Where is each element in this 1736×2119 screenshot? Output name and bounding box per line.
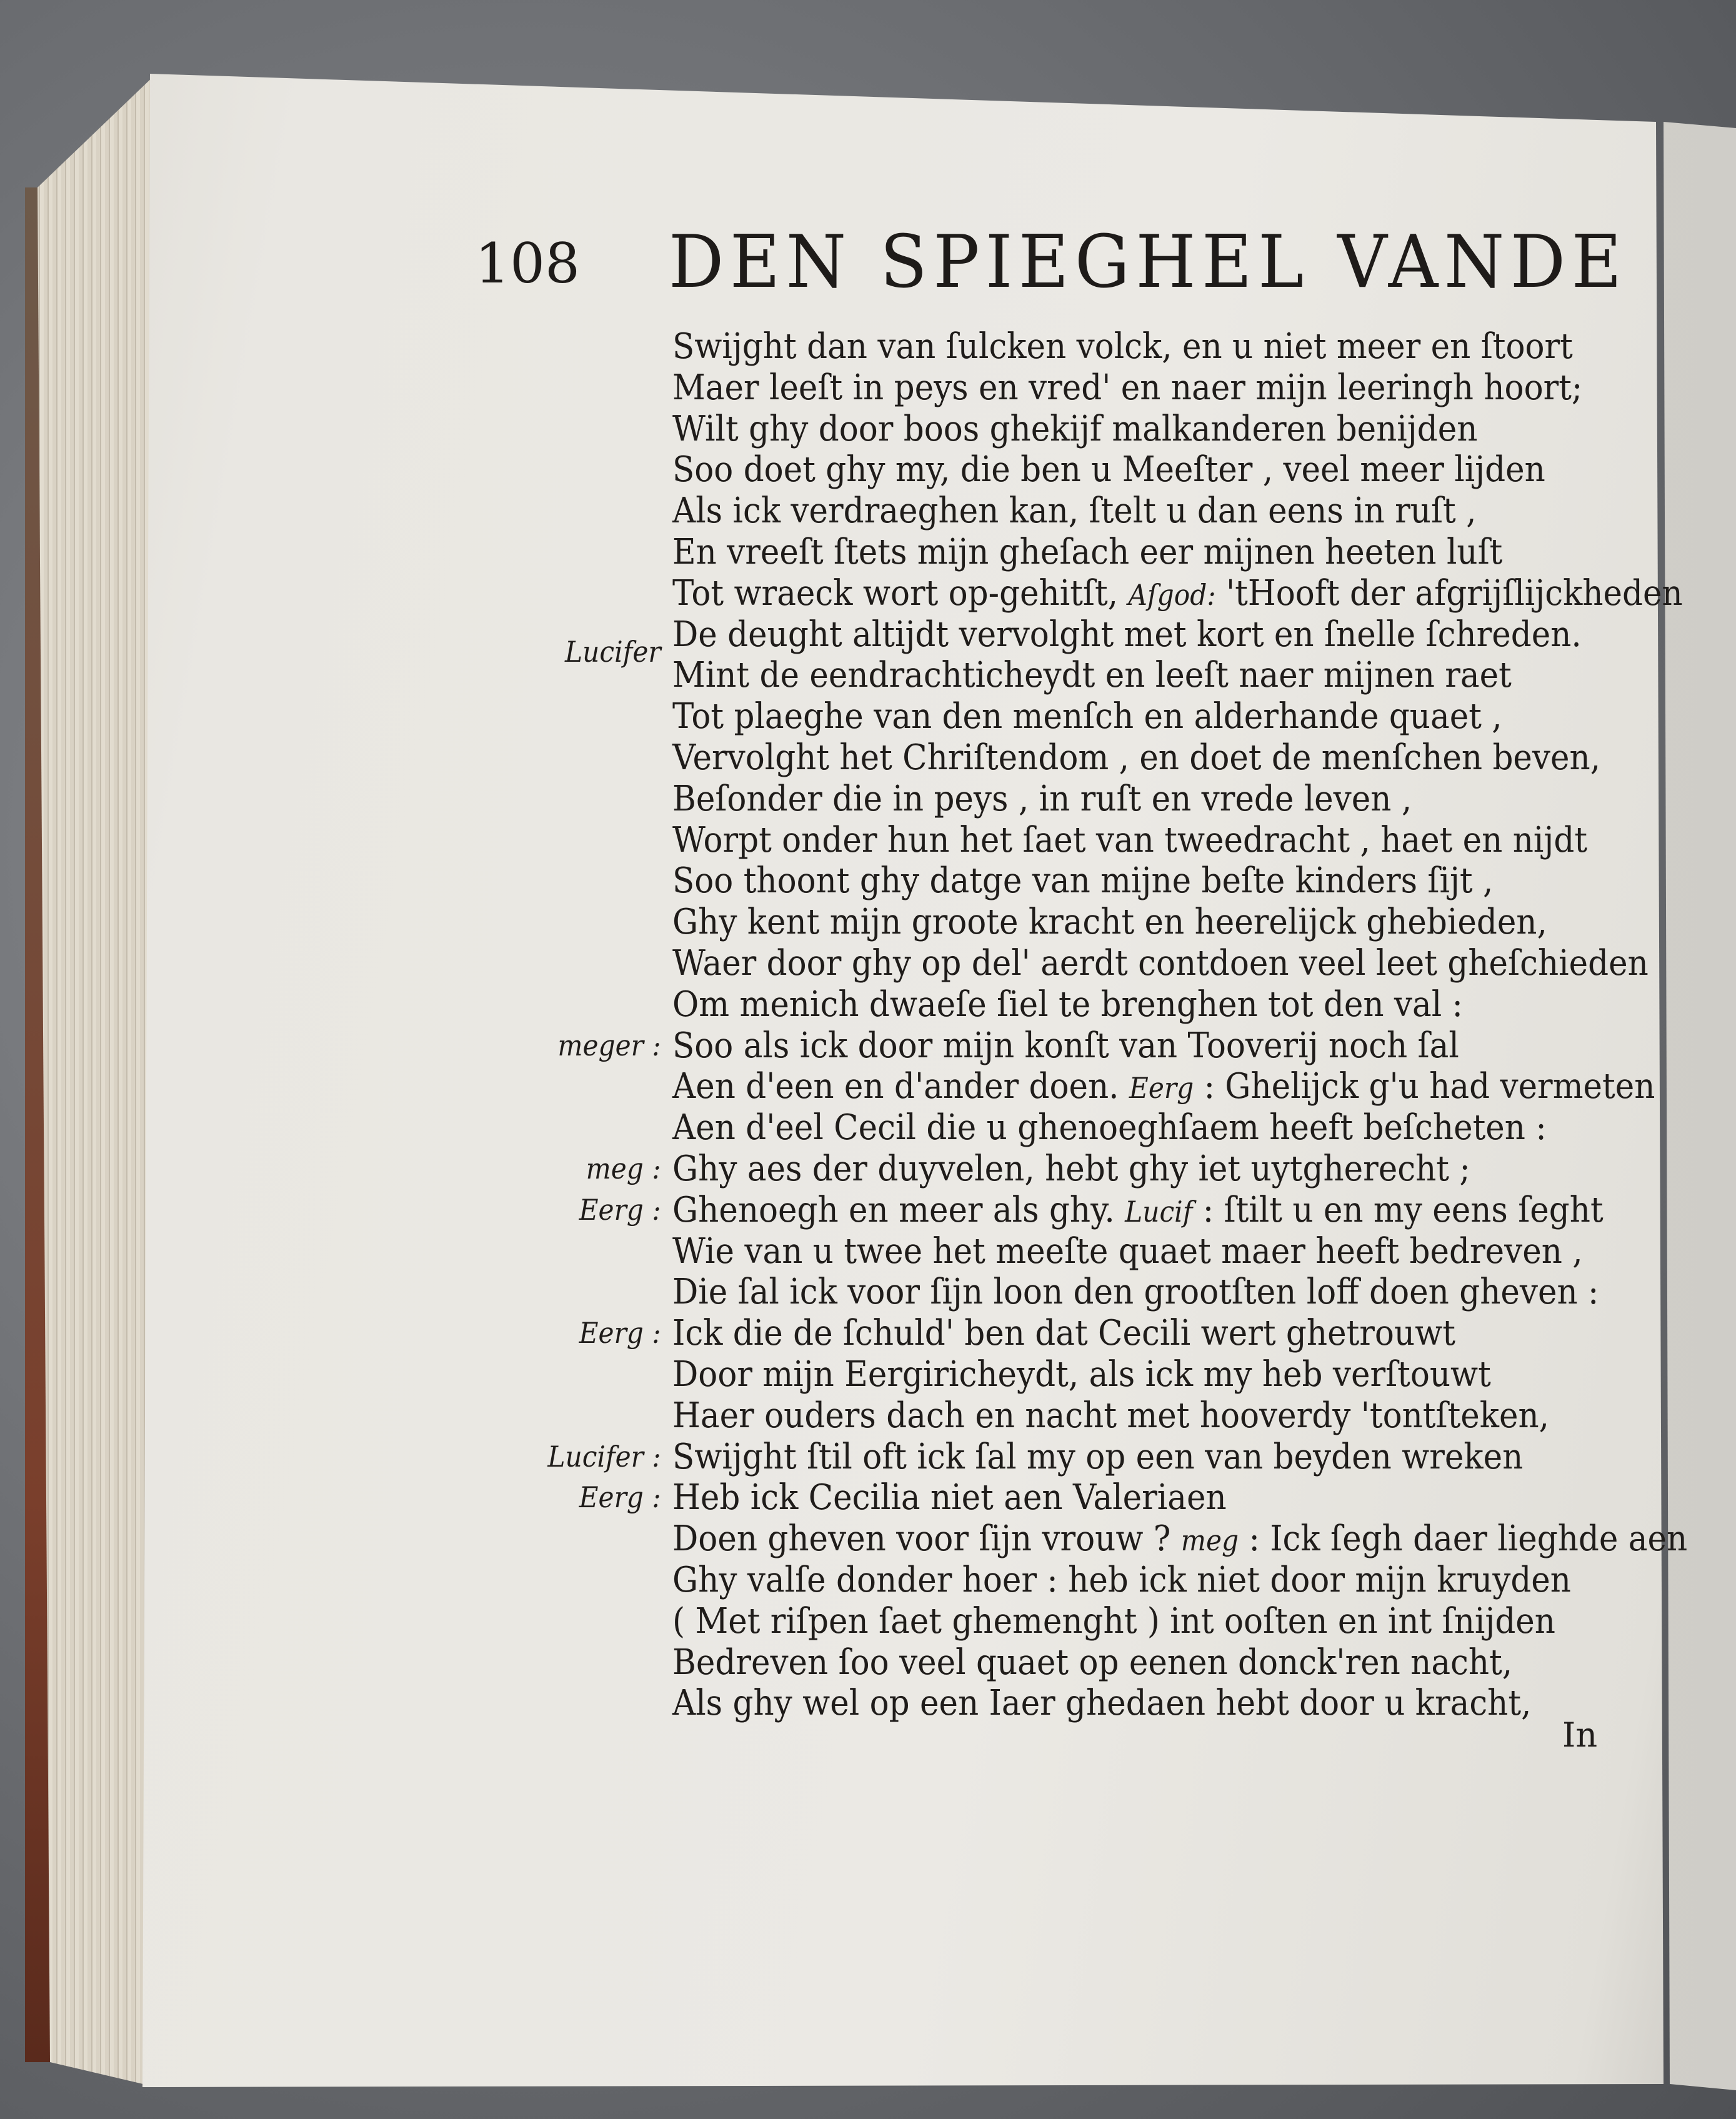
verse-line: [579, 1189, 1604, 1231]
verse-line: [672, 1683, 1592, 1724]
verse-line: [672, 1107, 1592, 1149]
verse-text-segment: Aen d'een en d'ander doen.: [672, 1066, 1129, 1107]
verse-text-segment: Swijght dan van ſulcken volck, en u niet meer en ſtoort: [672, 326, 1573, 367]
verse-text-segment: 'tHooft der afgrijſlijckheden: [1215, 572, 1683, 614]
verse-line: [672, 491, 1592, 532]
verse-text-segment: Worpt onder hun het ſaet van tweedracht , haet en nijdt: [672, 819, 1588, 860]
verse-line: [579, 1477, 1592, 1518]
inline-speaker: Lucif: [1125, 1194, 1193, 1229]
verse-line: [672, 1560, 1592, 1601]
verse-line: [672, 532, 1592, 573]
verse-text-segment: Ick die de ſchuld' ben dat Cecili wert ghetrouwt: [672, 1313, 1455, 1354]
verse-line: [672, 449, 1592, 491]
verse-text-segment: De deught altijdt vervolght met kort en ſnelle ſchreden.: [672, 614, 1582, 655]
verse-text-segment: Als ghy wel op een Iaer ghedaen hebt door u kracht,: [672, 1683, 1532, 1724]
verse-line: [672, 1601, 1592, 1642]
verse-line: [672, 1518, 1688, 1560]
verse-line: [672, 737, 1601, 779]
verse-text-segment: Beſonder die in peys , in ruſt en vrede leven ,: [672, 778, 1412, 819]
verse-line: [672, 409, 1592, 450]
speaker-label: Eerg :: [579, 1192, 661, 1227]
running-title: DEN SPIEGHEL VANDE: [669, 220, 1628, 304]
verse-line: [586, 1148, 1592, 1190]
verse-line: [672, 1642, 1592, 1683]
speaker-label: Lucifer: [565, 634, 661, 669]
verse-line: [672, 820, 1592, 861]
verse-line: [672, 655, 1592, 696]
verse-line: [672, 1354, 1592, 1395]
verse-text: [547, 326, 1688, 1724]
verse-text-segment: ( Met riſpen ſaet ghemenght ) int ooſten en int ſnijden: [672, 1600, 1555, 1642]
verse-text-segment: Als ick verdraeghen kan, ſtelt u dan eens in ruſt ,: [672, 491, 1477, 532]
verse-line: [672, 1395, 1592, 1437]
page-number: 108: [475, 231, 580, 296]
inline-speaker: Eerg: [1129, 1071, 1194, 1105]
verse-text-segment: Haer ouders dach en nacht met hooverdy 'tontſteken,: [672, 1395, 1550, 1436]
verse-text-segment: Ghy aes der duyvelen, hebt ghy iet uytgherecht ;: [672, 1148, 1470, 1189]
verse-text-segment: Soo thoont ghy datge van mijne beſte kinders ſijt ,: [672, 860, 1494, 902]
speaker-label: Eerg :: [579, 1316, 661, 1350]
verse-text-segment: Aen d'eel Cecil die u ghenoeghſaem heeft beſcheten :: [672, 1107, 1547, 1149]
verse-text-segment: Bedreven ſoo veel quaet op eenen donck'ren nacht,: [672, 1642, 1513, 1683]
verse-text-segment: : Ick ſegh daer lieghde aen: [1239, 1518, 1688, 1560]
verse-text-segment: Waer door ghy op del' aerdt contdoen veel leet gheſchieden: [672, 942, 1649, 984]
verse-line: [672, 326, 1592, 367]
verse-text-segment: Ghenoegh en meer als ghy.: [672, 1189, 1125, 1230]
verse-text-segment: Swijght ſtil oft ick ſal my op een van beyden wreken: [672, 1436, 1524, 1477]
verse-line: [547, 1436, 1592, 1478]
speaker-label: Eerg :: [579, 1480, 661, 1515]
verse-line: [672, 1066, 1655, 1107]
verse-line: [672, 1231, 1592, 1272]
verse-text-segment: Wie van u twee het meeſte quaet maer heeft bedreven ,: [672, 1230, 1583, 1272]
verse-line: [672, 367, 1592, 409]
verse-line: [565, 614, 1592, 669]
verse-text-segment: Door mijn Eergiricheydt, als ick my heb verſtouwt: [672, 1354, 1491, 1395]
verse-text-segment: : Ghelijck g'u had vermeten: [1194, 1066, 1655, 1107]
verse-text-segment: En vreeſt ſtets mijn gheſach eer mijnen heeten luſt: [672, 531, 1503, 572]
speaker-label: Lucifer :: [547, 1439, 661, 1473]
verse-line: [579, 1313, 1592, 1354]
speaker-label: meg :: [586, 1151, 661, 1185]
inline-speaker: Aſgod:: [1128, 577, 1216, 612]
verse-text-segment: Doen gheven voor ſijn vrouw ?: [672, 1518, 1181, 1560]
speaker-label: meger :: [557, 1028, 661, 1062]
verse-line: [557, 1025, 1592, 1067]
verse-line: [672, 860, 1592, 902]
verse-text-segment: Die ſal ick voor ſijn loon den grootſten loff doen gheven :: [672, 1272, 1599, 1313]
verse-line: [672, 902, 1592, 943]
verse-line: [672, 1272, 1599, 1313]
verse-text-segment: Om menich dwaeſe ſiel te brenghen tot den val :: [672, 984, 1463, 1025]
verse-text-segment: Soo doet ghy my, die ben u Meeſter , veel meer lijden: [672, 449, 1545, 491]
verse-text-segment: Mint de eendrachticheydt en leeſt naer mijnen raet: [672, 655, 1512, 696]
verse-text-segment: Soo als ick door mijn konſt van Tooverij noch ſal: [672, 1025, 1459, 1066]
verse-line: [672, 779, 1592, 820]
verse-line: [672, 696, 1592, 737]
verse-text-segment: Vervolght het Chriſtendom , en doet de menſchen beven,: [672, 737, 1601, 778]
verse-line: [672, 572, 1683, 614]
verse-text-segment: Wilt ghy door boos ghekijf malkanderen benijden: [672, 408, 1478, 449]
catchword: In: [1562, 1715, 1598, 1755]
verse-text-segment: Ghy kent mijn groote kracht en heerelijck ghebieden,: [672, 902, 1547, 943]
inline-speaker: meg: [1180, 1523, 1239, 1558]
verse-text-segment: Tot wraeck wort op-gehitſt,: [672, 572, 1129, 614]
verse-text-segment: Maer leeſt in peys en vred' en naer mijn leeringh hoort;: [672, 367, 1583, 408]
verse-text-segment: Ghy valſe donder hoer : heb ick niet door mijn kruyden: [672, 1559, 1571, 1600]
verse-text-segment: : ſtilt u en my eens ſeght: [1192, 1189, 1604, 1230]
verse-line: [672, 984, 1592, 1025]
verse-line: [672, 942, 1649, 984]
verse-text-segment: Tot plaeghe van den menſch en alderhande quaet ,: [672, 696, 1502, 737]
verse-text-segment: Heb ick Cecilia niet aen Valeriaen: [672, 1477, 1227, 1518]
